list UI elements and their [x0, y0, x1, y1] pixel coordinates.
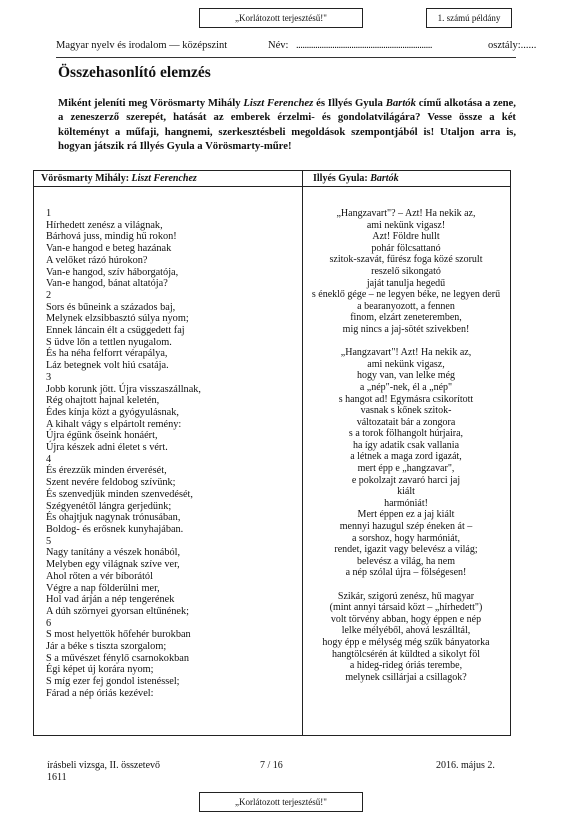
poem-line: És ha néha felforrt vérapálya,: [46, 348, 168, 360]
poem-line: A dúh szörnyei gyorsan eltűnének;: [46, 605, 189, 617]
illyes-poem: [306, 208, 506, 683]
poem-line: Hol vad árján a nép tengerének: [46, 594, 175, 606]
left-author: Vörösmarty Mihály:: [41, 173, 132, 184]
task-text-3: című alkotása a zene, a zeneszerző szerepét, hatását az emberek érzelmi- és gondolatvilágára? Vesse össze a két költeményt a műfaji, hangnemi, szerkesztésbeli megoldások szempontjából is! Utaljon arra is, hogyan játszik rá Illyés Gyula a Vörösmarty-műre!: [58, 97, 516, 153]
poem-line: Láz betegnek volt hiú csatája.: [46, 360, 169, 372]
table-header-divider: [34, 186, 510, 187]
left-column-heading: [41, 173, 197, 184]
footer-exam-info: [47, 760, 160, 784]
poem-line: volt törvény abban, hogy éppen e nép: [330, 613, 482, 625]
poem-line: Van-e hangod, bánat altatója?: [46, 278, 168, 290]
section-title: Összehasonlító elemzés: [58, 64, 211, 81]
poem-line: Melynek elzsibbasztó súlya nyom;: [46, 313, 189, 325]
stanza-number: 2: [46, 289, 52, 301]
poem-line: Égi képet új korára nyom;: [46, 664, 154, 676]
poem-line: belevész a világ, ha nem: [356, 555, 455, 567]
poem-line: S a művészet fénylő csarnokokban: [46, 652, 189, 664]
right-title: Bartók: [370, 173, 399, 184]
poem-line: A velőket rázó húrokon?: [46, 254, 148, 266]
poem-line: mig nincs a jaj-sötét szivekben!: [342, 323, 470, 335]
stanza-gap: [306, 336, 506, 348]
poem-line: hangtölcsérén át küldted a sikolyt föl: [331, 648, 481, 660]
stanza-number: 1: [46, 208, 52, 219]
poem-line: szitok-szavát, fűrész foga közé szorult: [329, 254, 483, 266]
poem-line: rendet, igazit vagy belevész a világ;: [334, 544, 478, 556]
poem-line: Szikár, szigorú zenész, hű magyar: [337, 590, 475, 602]
poem-line: Van-e hangod e beteg hazának: [46, 243, 172, 255]
stanza-number: 6: [46, 617, 52, 629]
vorosmarty-poem: [46, 208, 296, 700]
poem-line: s a torok fölhangolt húrjaira,: [348, 428, 464, 440]
poem-line: Mert éppen ez a jaj kiált: [357, 509, 455, 521]
poem-line: a sorshoz, hogy harmóniát,: [351, 532, 461, 544]
poem-line: Bárhová juss, mindig hű rokon!: [46, 231, 177, 243]
poem-line: Jobb korunk jött. Újra visszaszállnak,: [46, 383, 201, 395]
poem-line: ha így adatik csak vallania: [352, 439, 460, 451]
poem-line: Ahol rőten a vér bíborától: [46, 570, 153, 582]
poem-line: „Hangzavart"! Azt! Ha nekik az,: [340, 347, 472, 359]
poem-line: jaját tanulja hegedű: [366, 277, 446, 289]
class-field[interactable]: osztály:......: [488, 40, 537, 51]
poem-line: melynek csillárjai a csillagok?: [345, 671, 467, 683]
column-divider: [302, 171, 303, 735]
task-title-liszt: Liszt Ferenchez: [243, 97, 314, 109]
poem-line: Újra égünk őseink honáért,: [46, 430, 158, 442]
poem-line: S üdve lőn a tettlen nyugalom.: [46, 336, 172, 348]
task-title-bartok: Bartók: [385, 97, 416, 109]
stanza-number: 5: [46, 535, 52, 547]
poem-line: hogy van, van lelke még: [356, 370, 456, 382]
poem-line: Sors és bűneink a százados baj,: [46, 301, 176, 313]
poem-line: pohár fölcsattanó: [371, 242, 441, 254]
poem-line: hogy épp e mélység még szűk bányatorka: [322, 636, 490, 648]
poem-line: ami nekünk vigasz!: [366, 219, 446, 231]
poem-line: Szent nevére feldobog szívünk;: [46, 477, 176, 489]
footer-exam-label: írásbeli vizsga, II. összetevő: [47, 760, 161, 771]
poem-line: Van-e hangod, szív háborgatója,: [46, 266, 179, 278]
exam-date: 2016. május 2.: [436, 760, 495, 771]
poem-line: lelke mélyéből, ahová leszálltál,: [341, 625, 471, 637]
poem-line: S míg ezer fej gondol istenéssel;: [46, 676, 180, 688]
poem-line: s éneklő gége – ne legyen béke, ne legyen derű: [311, 289, 501, 301]
poem-line: Nagy tanítány a vészek honából,: [46, 547, 181, 559]
poem-line: a létnek a maga zord igazát,: [350, 451, 462, 463]
poem-line: Azt! Földre hullt: [372, 231, 440, 243]
poem-line: a „nép"-nek, él a „nép": [359, 381, 453, 393]
poem-line: Melyben egy világnak szíve ver,: [46, 559, 180, 571]
poem-line: Édes kínja közt a gyógyulásnak,: [46, 406, 179, 418]
right-author: Illyés Gyula:: [313, 173, 371, 184]
poem-line: ami nekünk vigasz,: [367, 358, 445, 370]
poem-line: „Hangzavart"? – Azt! Ha nekik az,: [336, 208, 476, 219]
poem-line: finom, elzárt zeneteremben,: [350, 312, 462, 324]
poem-line: mert épp e „hangzavar",: [357, 463, 455, 475]
poem-line: változatait bár a zongora: [356, 416, 456, 428]
poem-line: vasnak s kőnek szitok-: [360, 405, 452, 417]
task-text-2: és Illyés Gyula: [313, 97, 386, 109]
poem-line: És ohajtjuk nagynak trónusában,: [46, 512, 181, 524]
poem-line: És szenvedjük minden szenvedését,: [46, 488, 193, 500]
poem-line: a nép szólal újra – fölségesen!: [345, 567, 467, 579]
name-field[interactable]: ................................................................: [296, 40, 432, 51]
poem-line: mennyi hazugul szép éneken át –: [339, 521, 473, 533]
copy-number-label: 1. számú példány: [426, 8, 512, 28]
poem-line: Jár a béke s tiszta szorgalom;: [46, 641, 167, 653]
poem-line: harmóniát!: [384, 497, 428, 509]
poem-line: Boldog- és erősnek kunyhajában.: [46, 523, 184, 535]
header-divider: [56, 57, 516, 58]
poem-line: Hírhedett zenész a világnak,: [46, 219, 163, 231]
poem-line: reszelő sikongató: [371, 265, 441, 277]
stanza-gap: [306, 579, 506, 591]
poem-line: s hangot ad! Egymásra csikorított: [338, 393, 474, 405]
poem-line: Végre a nap földerülni mer,: [46, 582, 160, 594]
poem-line: Fárad a nép óriás kezével:: [46, 687, 154, 699]
poem-line: És érezzük minden érverését,: [46, 465, 167, 477]
stanza-number: 4: [46, 453, 52, 465]
stanza-number: 3: [46, 371, 52, 383]
poem-line: Rég ohajtott hajnal keletén,: [46, 395, 160, 407]
task-text-1: Miként jeleníti meg Vörösmarty Mihály: [58, 97, 244, 109]
poem-line: kiált: [397, 486, 415, 498]
poem-line: a hideg-rideg óriás terembe,: [349, 660, 463, 672]
right-column-heading: [313, 173, 399, 184]
task-description: [58, 96, 516, 154]
poem-line: Szégyenétől lángra gerjedünk;: [46, 500, 172, 512]
restricted-notice-top: „Korlátozott terjesztésű!": [199, 8, 363, 28]
poem-line: Újra készek adni életet s vért.: [46, 442, 168, 454]
poem-line: A kihalt vágy s elpártolt remény:: [46, 418, 182, 430]
page-number: 7 / 16: [260, 760, 283, 771]
poem-comparison-table: [33, 170, 511, 736]
left-title: Liszt Ferenchez: [131, 173, 197, 184]
poem-line: e pokolzajt zavaró harci jaj: [351, 474, 461, 486]
name-label: Név:: [268, 40, 289, 51]
footer-code: 1611: [47, 772, 67, 783]
poem-line: S most helyettök hőfehér burokban: [46, 629, 191, 641]
poem-line: a bearanyozott, a fennen: [357, 300, 455, 312]
poem-line: (mint annyi társaid közt – „hírhedett"): [329, 602, 483, 614]
subject-label: Magyar nyelv és irodalom — középszint: [56, 40, 228, 51]
poem-line: Ennek láncain élt a csüggedett faj: [46, 325, 185, 337]
restricted-notice-bottom: „Korlátozott terjesztésű!": [199, 792, 363, 812]
